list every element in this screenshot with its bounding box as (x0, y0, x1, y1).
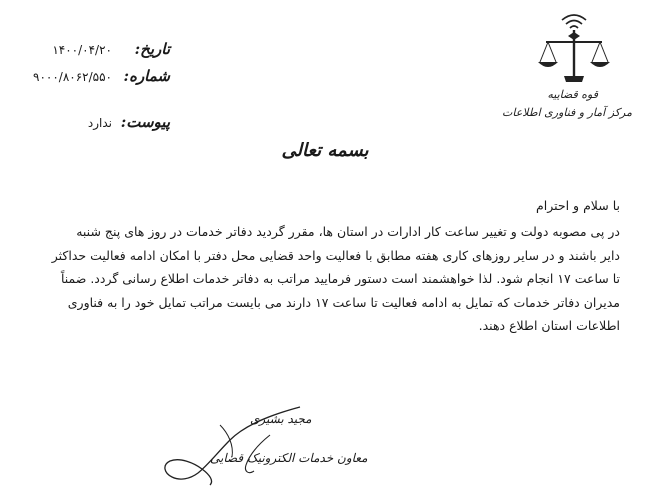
date-row (18, 40, 170, 58)
body-line: تا ساعت ۱۷ انجام شود. لذا خواهشمند است دستور فرمایید مراتب به دفاتر خدمات اطلاع رسانی گردد. ضمناً (60, 271, 620, 286)
number-value: ۹۰۰۰/۸۰۶۲/۵۵۰ (33, 70, 112, 84)
body-line: در پی مصوبه دولت و تغییر ساعت کار ادارات در استان ها، مقرر گردید دفاتر خدمات در روز های پنج شنبه (76, 224, 620, 239)
letter-body (30, 220, 620, 338)
greeting: با سلام و احترام (536, 198, 620, 213)
invocation-heading: بسمه تعالی (281, 140, 369, 161)
signer-name: مجید بشیری (250, 412, 312, 426)
number-label: شماره: (123, 67, 170, 85)
attachment-label: پیوست: (120, 113, 170, 131)
body-line: مدیران دفاتر خدمات که تمایل به ادامه فعالیت تا ساعت ۱۷ دارند می بایست مراتب تمایل خود را به فناوری (67, 294, 620, 310)
org-subtitle: مرکز آمار و فناوری اطلاعات (502, 106, 632, 119)
body-line: دایر باشند و در سایر روزهای کاری هفته مطابق با فعالیت واحد قضایی محل دفتر با امکان ادامه فعالیت حداکثر (51, 247, 620, 263)
body-line: اطلاعات استان اطلاع دهند. (478, 318, 620, 333)
attachment-row (87, 113, 170, 131)
attachment-value: ندارد (87, 116, 112, 130)
date-label: تاریخ: (134, 40, 170, 58)
org-name: قوه قضاییه (547, 88, 598, 101)
handwritten-signature (150, 395, 310, 490)
signer-title: معاون خدمات الکترونیک قضایی (210, 451, 368, 465)
number-row (10, 67, 170, 85)
date-value: ۱۴۰۰/۰۴/۲۰ (52, 43, 112, 57)
